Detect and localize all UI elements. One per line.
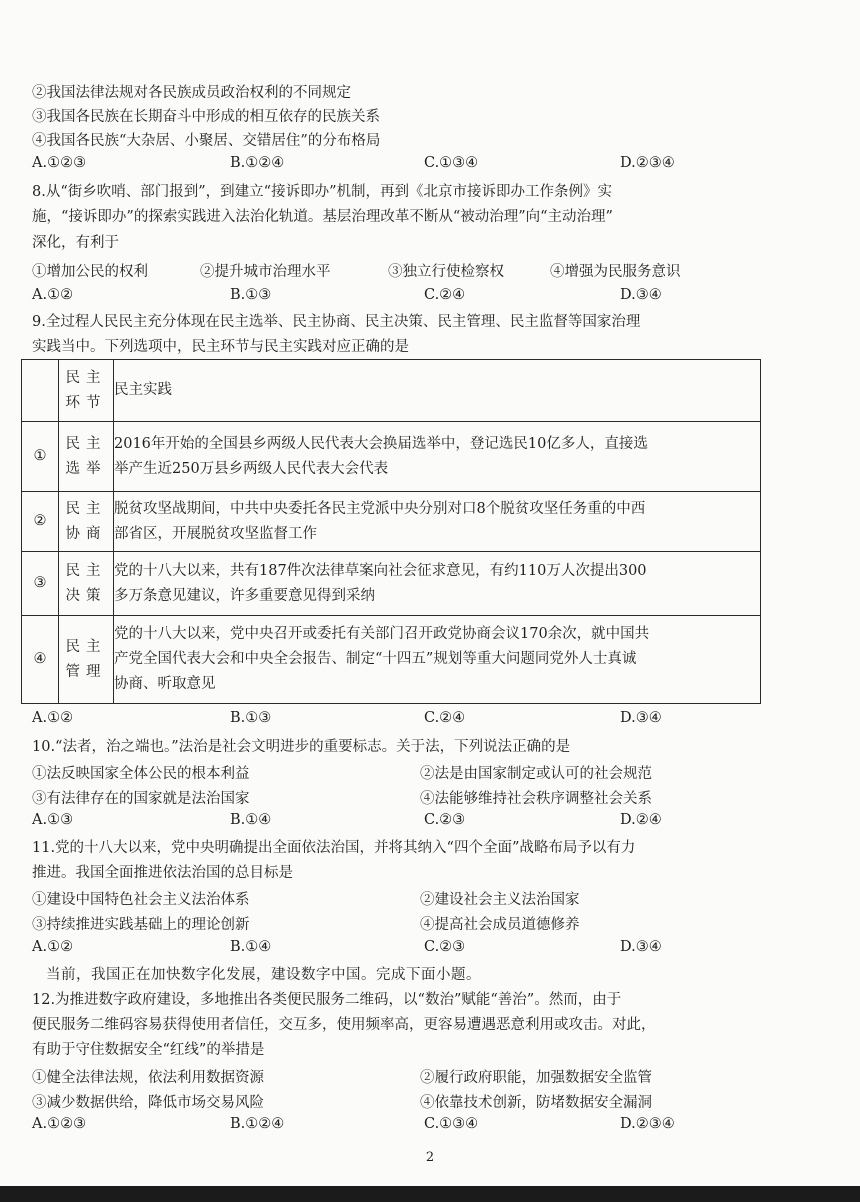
q12-stem-line-2: 便民服务二维码容易获得使用者信任，交互多，使用频率高，更容易遭遇恶意利用或攻击。对此，	[32, 1017, 656, 1033]
row-stage	[59, 422, 114, 492]
q10-options	[32, 812, 832, 832]
section-intro: 当前，我国正在加快数字化发展，建设数字中国。完成下面小题。	[46, 967, 481, 983]
row-practice-line: 举产生近250万县乡两级人民代表大会代表	[114, 460, 389, 477]
q11-options	[32, 939, 832, 959]
row-practice-line: 协商、听取意见	[114, 676, 216, 692]
row-stage-a: 民主	[65, 500, 107, 517]
q12-option-b[interactable]: B.①②④	[230, 1116, 285, 1132]
q11-option-d[interactable]: D.③④	[620, 939, 662, 955]
table-header-practice: 民主实践	[114, 360, 761, 422]
table-header-row	[22, 360, 761, 422]
table-row	[22, 422, 761, 492]
q10-stem: 10.“法者，治之端也。”法治是社会文明进步的重要标志。关于法，下列说法正确的是	[32, 739, 571, 755]
row-stage-b: 选举	[65, 460, 107, 477]
table-row	[22, 492, 761, 552]
table-header-stage-a: 民主	[65, 369, 107, 386]
q11-item-4: ④提高社会成员道德修养	[420, 917, 580, 933]
row-practice	[114, 422, 761, 492]
q11-items-row-1	[32, 888, 832, 908]
row-stage-a: 民主	[65, 435, 107, 452]
q10-option-a[interactable]: A.①③	[32, 812, 74, 828]
row-practice-line: 多万条意见建议，许多重要意见得到采纳	[114, 587, 375, 604]
q8-option-c[interactable]: C.②④	[424, 287, 466, 303]
q10-item-3: ③有法律存在的国家就是法治国家	[32, 791, 250, 807]
row-num: ①	[22, 422, 59, 492]
q8-options	[32, 287, 832, 307]
q12-option-a[interactable]: A.①②③	[32, 1116, 87, 1132]
q10-option-d[interactable]: D.②④	[620, 812, 662, 828]
q7-option-d[interactable]: D.②③④	[620, 155, 675, 171]
table-row	[22, 616, 761, 704]
row-practice-line: 党的十八大以来，党中央召开或委托有关部门召开政党协商会议170余次，就中国共	[114, 626, 650, 642]
q9-table	[21, 359, 761, 704]
row-stage	[59, 492, 114, 552]
q12-items-row-1	[32, 1066, 832, 1086]
q11-option-a[interactable]: A.①②	[32, 939, 74, 955]
table-header-num	[22, 360, 59, 422]
q7-item-4: ④我国各民族“大杂居、小聚居、交错居住”的分布格局	[32, 133, 381, 149]
row-num: ③	[22, 552, 59, 616]
q9-option-b[interactable]: B.①③	[230, 710, 272, 726]
q12-stem-line-1: 12.为推进数字政府建设，多地推出各类便民服务二维码，以“数治”赋能“善治”。然而，由于	[32, 992, 622, 1008]
q9-option-c[interactable]: C.②④	[424, 710, 466, 726]
row-practice	[114, 616, 761, 704]
row-practice-line: 2016年开始的全国县乡两级人民代表大会换届选举中，登记选民10亿多人，直接选	[114, 435, 648, 452]
q12-item-4: ④依靠技术创新，防堵数据安全漏洞	[420, 1095, 652, 1111]
q12-option-c[interactable]: C.①③④	[424, 1116, 479, 1132]
q9-option-a[interactable]: A.①②	[32, 710, 74, 726]
q7-option-a[interactable]: A.①②③	[32, 155, 87, 171]
table-header-stage	[59, 360, 114, 422]
q9-stem-line-1: 9.全过程人民民主充分体现在民主选举、民主协商、民主决策、民主管理、民主监督等国家治理	[32, 314, 641, 330]
row-num: ②	[22, 492, 59, 552]
q7-item-2: ②我国法律法规对各民族成员政治权利的不同规定	[32, 85, 351, 101]
q8-item-3: ③独立行使检察权	[388, 264, 504, 280]
table-header-stage-b: 环节	[65, 394, 107, 411]
q12-option-d[interactable]: D.②③④	[620, 1116, 675, 1132]
q7-option-b[interactable]: B.①②④	[230, 155, 285, 171]
q12-items-row-2	[32, 1091, 832, 1111]
q8-stem-line-2: 施，“接诉即办”的探索实践进入法治化轨道。基层治理改革不断从“被动治理”向“主动治理”	[32, 209, 613, 225]
q10-item-4: ④法能够维持社会秩序调整社会关系	[420, 791, 652, 807]
row-stage-a: 民主	[65, 638, 107, 655]
q12-stem-line-3: 有助于守住数据安全“红线”的举措是	[32, 1042, 265, 1058]
q12-options	[32, 1116, 832, 1136]
q9-options	[32, 710, 832, 730]
row-num: ④	[22, 616, 59, 704]
q7-options	[32, 155, 832, 175]
q11-stem-line-2: 推进。我国全面推进依法治国的总目标是	[32, 865, 293, 881]
page-number: 2	[425, 1150, 435, 1165]
row-stage	[59, 552, 114, 616]
q8-option-b[interactable]: B.①③	[230, 287, 272, 303]
q10-option-c[interactable]: C.②③	[424, 812, 466, 828]
q8-option-d[interactable]: D.③④	[620, 287, 662, 303]
row-practice-line: 部省区，开展脱贫攻坚监督工作	[114, 525, 317, 542]
row-stage-b: 决策	[65, 587, 107, 604]
q11-stem-line-1: 11.党的十八大以来，党中央明确提出全面依法治国，并将其纳入“四个全面”战略布局予以有力	[32, 840, 636, 856]
q7-item-3: ③我国各民族在长期奋斗中形成的相互依存的民族关系	[32, 109, 380, 125]
row-stage-b: 协商	[65, 525, 107, 542]
q10-item-2: ②法是由国家制定或认可的社会规范	[420, 766, 652, 782]
q7-option-c[interactable]: C.①③④	[424, 155, 479, 171]
row-stage-b: 管理	[65, 663, 107, 680]
q9-stem-line-2: 实践当中。下列选项中，民主环节与民主实践对应正确的是	[32, 339, 409, 355]
row-practice-line: 产党全国代表大会和中央全会报告、制定“十四五”规划等重大问题同党外人士真诚	[114, 651, 637, 667]
q8-item-1: ①增加公民的权利	[32, 264, 148, 280]
q10-item-1: ①法反映国家全体公民的根本利益	[32, 766, 250, 782]
row-practice-line: 党的十八大以来，共有187件次法律草案向社会征求意见，有约110万人次提出300	[114, 562, 647, 579]
table-row	[22, 552, 761, 616]
q12-item-2: ②履行政府职能，加强数据安全监管	[420, 1070, 652, 1086]
row-practice	[114, 492, 761, 552]
q11-item-3: ③持续推进实践基础上的理论创新	[32, 917, 250, 933]
q8-item-4: ④增强为民服务意识	[550, 264, 681, 280]
q11-items-row-2	[32, 913, 832, 933]
q9-option-d[interactable]: D.③④	[620, 710, 662, 726]
q8-option-a[interactable]: A.①②	[32, 287, 74, 303]
q12-item-3: ③减少数据供给，降低市场交易风险	[32, 1095, 264, 1111]
q10-option-b[interactable]: B.①④	[230, 812, 272, 828]
q8-stem-line-1: 8.从“街乡吹哨、部门报到”，到建立“接诉即办”机制，再到《北京市接诉即办工作条例》实	[32, 184, 612, 200]
q11-option-b[interactable]: B.①④	[230, 939, 272, 955]
q12-item-1: ①健全法律法规，依法利用数据资源	[32, 1070, 264, 1086]
q8-item-2: ②提升城市治理水平	[200, 264, 331, 280]
q8-stem-line-3: 深化，有利于	[32, 235, 119, 251]
q11-option-c[interactable]: C.②③	[424, 939, 466, 955]
row-practice	[114, 552, 761, 616]
row-practice-line: 脱贫攻坚战期间，中共中央委托各民主党派中央分别对口8个脱贫攻坚任务重的中西	[114, 500, 646, 517]
q10-items-row-1	[32, 762, 832, 782]
q11-item-2: ②建设社会主义法治国家	[420, 892, 580, 908]
q10-items-row-2	[32, 787, 832, 807]
scan-edge	[0, 1186, 860, 1202]
row-stage	[59, 616, 114, 704]
q11-item-1: ①建设中国特色社会主义法治体系	[32, 892, 250, 908]
q8-items	[32, 260, 832, 280]
row-stage-a: 民主	[65, 562, 107, 579]
